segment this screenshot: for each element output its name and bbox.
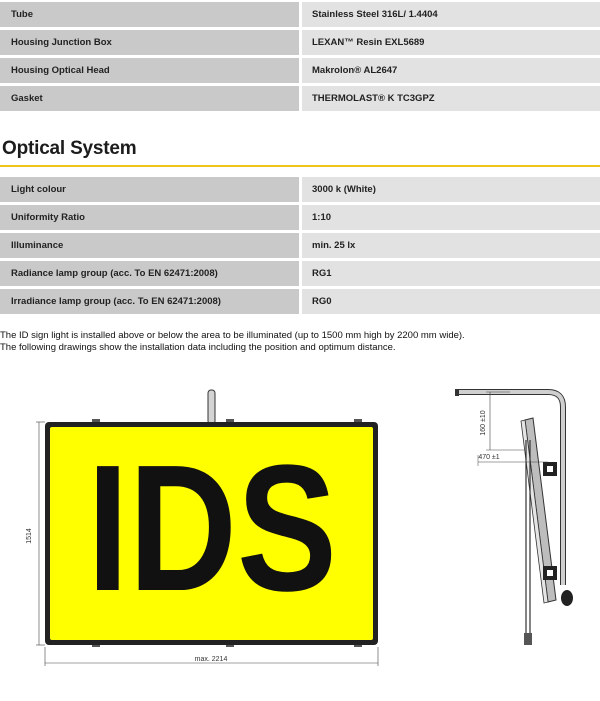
spec-label: Housing Junction Box — [0, 30, 299, 55]
description-line: The ID sign light is installed above or below the area to be illuminated (up to 1500 mm high by 2200 mm wide). — [0, 330, 465, 341]
adjustment-knob — [561, 590, 573, 606]
mount-pole — [208, 390, 215, 424]
spec-label: Gasket — [0, 86, 299, 111]
front-view-drawing — [26, 390, 378, 666]
spec-label: Housing Optical Head — [0, 58, 299, 83]
spec-label: Illuminance — [0, 233, 299, 258]
spec-value: RG1 — [302, 261, 600, 286]
spec-value: 3000 k (White) — [302, 177, 600, 202]
spec-label: Tube — [0, 2, 299, 27]
spec-value: Stainless Steel 316L/ 1.4404 — [302, 2, 600, 27]
spec-label: Radiance lamp group (acc. To EN 62471:2008) — [0, 261, 299, 286]
width-dimension: max. 2214 — [194, 656, 228, 663]
side-height-dimension: 160 ±10 — [480, 410, 487, 436]
spec-value: 1:10 — [302, 205, 600, 230]
spec-value: LEXAN™ Resin EXL5689 — [302, 30, 600, 55]
spec-label: Irradiance lamp group (acc. To EN 62471:2008) — [0, 289, 299, 314]
description-line: The following drawings show the installation data including the position and optimum distance. — [0, 342, 396, 353]
spec-value: Makrolon® AL2647 — [302, 58, 600, 83]
sign-lettering: IDS — [87, 428, 337, 629]
spec-value: RG0 — [302, 289, 600, 314]
side-view-drawing — [455, 389, 573, 645]
spec-value: min. 25 lx — [302, 233, 600, 258]
side-depth-dimension: 470 ±1 — [478, 454, 500, 461]
spec-label: Uniformity Ratio — [0, 205, 299, 230]
height-dimension: 1514 — [26, 528, 33, 544]
section-title: Optical System — [2, 138, 137, 159]
spec-value: THERMOLAST® K TC3GPZ — [302, 86, 600, 111]
spec-label: Light colour — [0, 177, 299, 202]
